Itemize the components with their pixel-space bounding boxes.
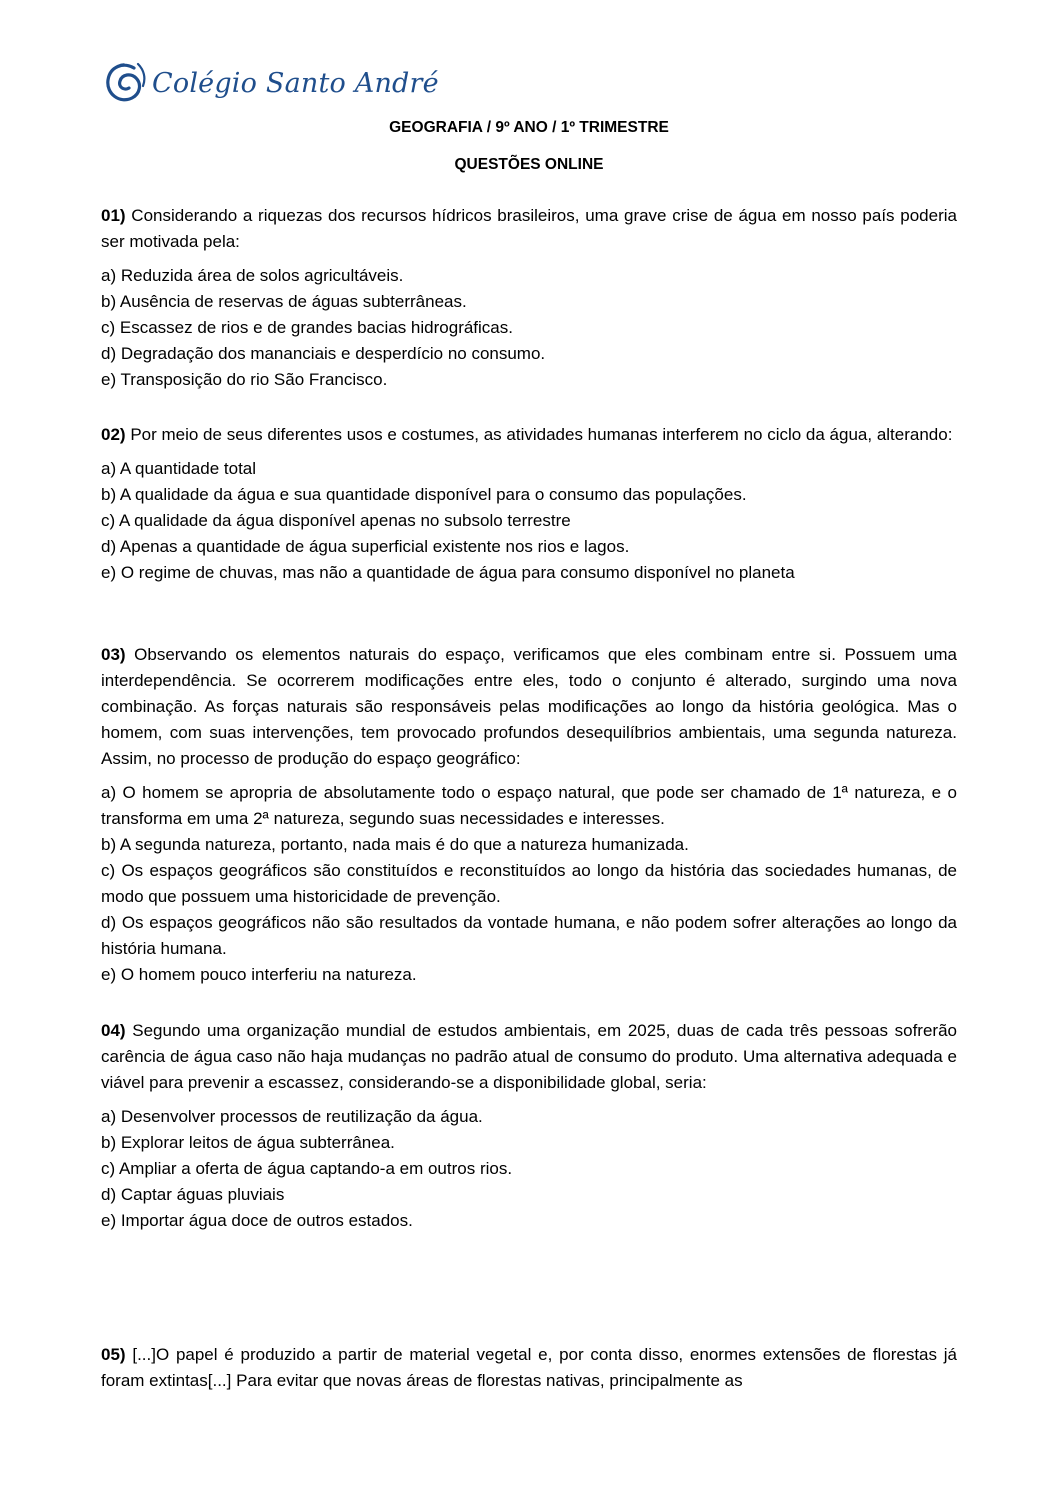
question-5 xyxy=(101,1342,957,1394)
option-e: e) O regime de chuvas, mas não a quantidade de água para consumo disponível no planeta xyxy=(101,563,795,582)
option-c: c) Escassez de rios e de grandes bacias hidrográficas. xyxy=(101,318,513,337)
option-d: d) Apenas a quantidade de água superficial existente nos rios e lagos. xyxy=(101,537,630,556)
option-e: e) O homem pouco interferiu na natureza. xyxy=(101,965,417,984)
option-d: d) Captar águas pluviais xyxy=(101,1185,285,1204)
question-2 xyxy=(101,422,957,586)
page-subtitle: QUESTÕES ONLINE xyxy=(454,156,604,173)
option-a: a) O homem se apropria de absolutamente todo o espaço natural, que pode ser chamado de 1ª natureza, e o transforma em uma 2ª natureza, segundo suas necessidades e interesses. xyxy=(101,783,957,828)
school-logo xyxy=(104,58,439,108)
question-number: 05) xyxy=(101,1345,126,1364)
options-list xyxy=(101,780,957,988)
option-a: a) Desenvolver processos de reutilização da água. xyxy=(101,1107,483,1126)
option-a: a) Reduzida área de solos agricultáveis. xyxy=(101,266,404,285)
question-text: Segundo uma organização mundial de estudos ambientais, em 2025, duas de cada três pessoas sofrerão carência de água caso não haja mudanças no padrão atual de consumo do produto. Uma alternativa adequada e viável para prevenir a escassez, considerando-se a disponibilidade global, seria: xyxy=(101,1021,957,1092)
option-b: b) Explorar leitos de água subterrânea. xyxy=(101,1133,395,1152)
option-e: e) Transposição do rio São Francisco. xyxy=(101,370,388,389)
swirl-logo-icon xyxy=(104,60,146,106)
option-b: b) A segunda natureza, portanto, nada mais é do que a natureza humanizada. xyxy=(101,835,689,854)
question-1 xyxy=(101,203,957,393)
question-stem xyxy=(101,1018,957,1096)
logo-text: Colégio Santo André xyxy=(152,67,439,99)
question-stem xyxy=(101,203,957,255)
option-c: c) Os espaços geográficos são constituídos e reconstituídos ao longo da história das sociedades humanas, de modo que possuem uma historicidade de prevenção. xyxy=(101,861,957,906)
page-title: GEOGRAFIA / 9º ANO / 1º TRIMESTRE xyxy=(389,119,669,136)
question-stem xyxy=(101,1342,957,1394)
question-number: 01) xyxy=(101,206,126,225)
question-number: 04) xyxy=(101,1021,126,1040)
options-list xyxy=(101,456,957,586)
question-stem xyxy=(101,422,957,448)
option-d: d) Os espaços geográficos não são resultados da vontade humana, e não podem sofrer alterações ao longo da história humana. xyxy=(101,913,957,958)
options-list xyxy=(101,1104,957,1234)
question-4 xyxy=(101,1018,957,1234)
question-number: 03) xyxy=(101,645,126,664)
option-c: c) Ampliar a oferta de água captando-a em outros rios. xyxy=(101,1159,513,1178)
options-list xyxy=(101,263,957,393)
question-text: Por meio de seus diferentes usos e costumes, as atividades humanas interferem no ciclo da água, alterando: xyxy=(130,425,953,444)
question-3 xyxy=(101,642,957,988)
question-text: [...]O papel é produzido a partir de material vegetal e, por conta disso, enormes extensões de florestas já foram extintas[...] Para evitar que novas áreas de florestas nativas, principalmente as xyxy=(101,1345,957,1390)
option-b: b) A qualidade da água e sua quantidade disponível para o consumo das populações. xyxy=(101,485,747,504)
question-number: 02) xyxy=(101,425,126,444)
question-text: Considerando a riquezas dos recursos hídricos brasileiros, uma grave crise de água em nosso país poderia ser motivada pela: xyxy=(101,206,957,251)
option-d: d) Degradação dos mananciais e desperdício no consumo. xyxy=(101,344,546,363)
option-c: c) A qualidade da água disponível apenas no subsolo terrestre xyxy=(101,511,571,530)
question-text: Observando os elementos naturais do espaço, verificamos que eles combinam entre si. Possuem uma interdependência. Se ocorrerem modificações entre eles, todo o conjunto é alterado, surgindo uma nova combinação. As forças naturais são responsáveis pelas modificações ao longo da história geológica. Mas o homem, com suas intervenções, tem provocado profundos desequilíbrios ambientais, uma segunda natureza. Assim, no processo de produção do espaço geográfico: xyxy=(101,645,957,768)
option-a: a) A quantidade total xyxy=(101,459,257,478)
question-stem xyxy=(101,642,957,772)
option-b: b) Ausência de reservas de águas subterrâneas. xyxy=(101,292,467,311)
option-e: e) Importar água doce de outros estados. xyxy=(101,1211,413,1230)
